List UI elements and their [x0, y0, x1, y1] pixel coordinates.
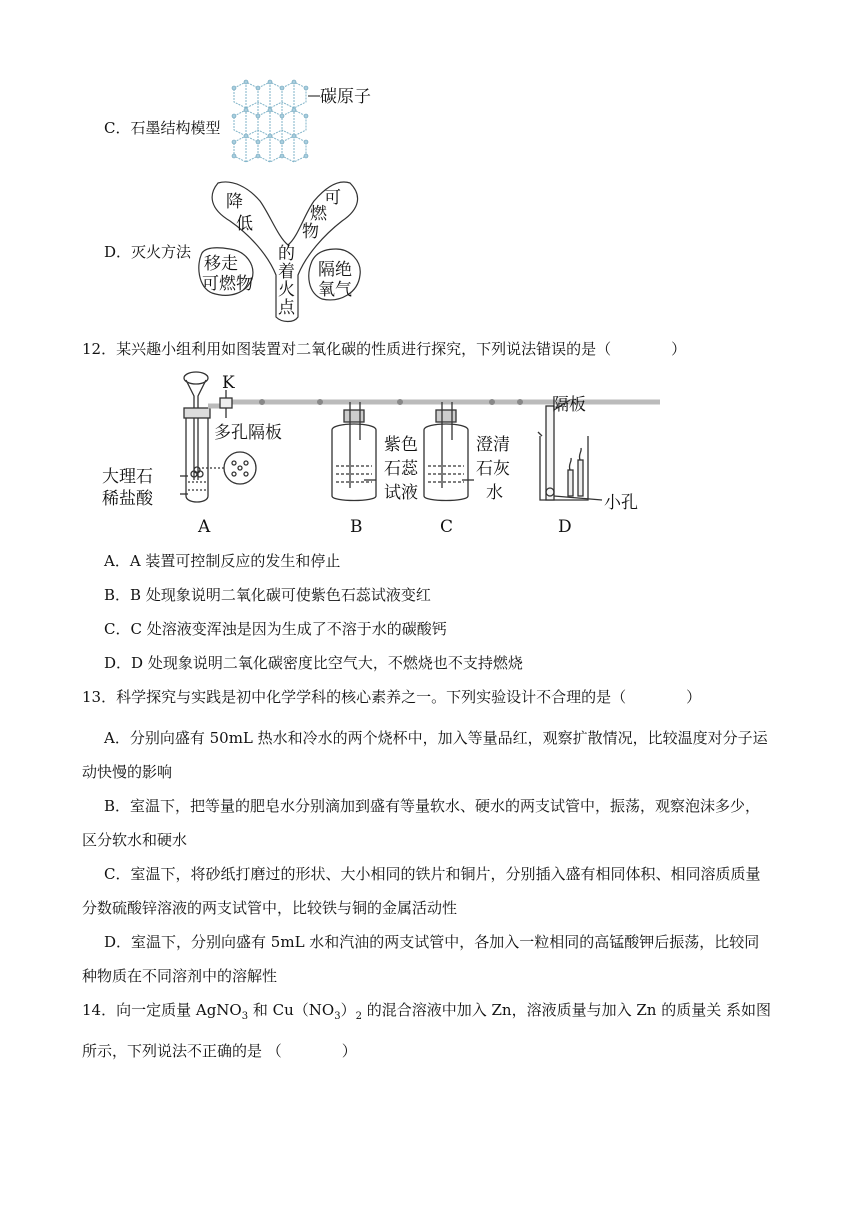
- d-text-gejue: 隔绝: [318, 260, 352, 280]
- q12-option-c: C．C 处溶液变浑浊是因为生成了不溶于水的碳酸钙: [104, 620, 447, 638]
- q12-option-d: D．D 处现象说明二氧化碳密度比空气大，不燃烧也不支持燃烧: [104, 654, 523, 672]
- caption-c: C: [440, 517, 454, 537]
- q13-option-c: C．室温下，将砂纸打磨过的形状、大小相同的铁片和铜片，分别插入盛有相同体积、相同溶质质量分数硫酸锌溶液的两支试管中，比较铁与铜的金属活动性: [82, 865, 761, 917]
- small-hole-label: 小孔: [604, 493, 638, 513]
- q12-option-b: B．B 处现象说明二氧化碳可使紫色石蕊试液变红: [104, 586, 431, 604]
- porous-plate-label: 多孔隔板: [214, 423, 282, 443]
- valve-k-label: K: [222, 373, 235, 393]
- q11-option-c-label: C．石墨结构模型: [104, 119, 221, 137]
- partition-label: 隔板: [552, 395, 586, 415]
- d-text-yangqi: 氧气: [318, 280, 352, 300]
- q13-option-a: A．分别向盛有 50mL 热水和冷水的两个烧杯中，加入等量品红，观察扩散情况，比较温度对分子运动快慢的影响: [82, 729, 768, 781]
- litmus-label-2: 石蕊: [384, 459, 418, 479]
- dilute-hcl-label: 稀盐酸: [102, 489, 153, 509]
- q13-stem: 13．科学探究与实践是初中化学学科的核心素养之一。下列实验设计不合理的是（ ）: [82, 688, 702, 706]
- d-text-keranwu: 可燃物: [202, 274, 253, 294]
- caption-d: D: [558, 517, 572, 537]
- q13-option-b: B．室温下，把等量的肥皂水分别滴加到盛有等量软水、硬水的两支试管中，振荡，观察泡沫多少，区分软水和硬水: [82, 797, 761, 849]
- fire-extinguishing-diagram: [190, 175, 380, 325]
- d-text-wu: 物: [302, 222, 319, 242]
- litmus-label-1: 紫色: [384, 435, 418, 455]
- d-text-yizou: 移走: [204, 254, 238, 274]
- q14-stem: 14．向一定质量 AgNO$_3$ 和 $Cu(NO_3)_2$ 的混合溶液中加入 Zn，溶液质量与加入 Zn 的质量关 系如图所示，下列说法不正确的是 （ ）: [82, 1001, 771, 1060]
- caption-b: B: [350, 517, 363, 537]
- limewater-label-2: 石灰: [476, 459, 510, 479]
- limewater-label-1: 澄清: [476, 435, 510, 455]
- d-text-huo: 火: [278, 280, 295, 300]
- d-text-di: 低: [236, 214, 253, 234]
- graphite-structure-figure: [226, 80, 386, 170]
- d-text-de: 的: [278, 244, 295, 264]
- limewater-label-3: 水: [486, 483, 503, 503]
- d-text-jiang: 降: [226, 192, 243, 212]
- litmus-label-3: 试液: [384, 483, 418, 503]
- d-text-ke: 可: [324, 188, 341, 208]
- d-text-ran: 燃: [310, 204, 327, 224]
- co2-apparatus-figure: [100, 370, 660, 540]
- carbon-atom-label: 碳原子: [320, 87, 371, 107]
- d-text-zhuo: 着: [278, 262, 295, 282]
- q12-stem: 12．某兴趣小组利用如图装置对二氧化碳的性质进行探究，下列说法错误的是（ ）: [82, 340, 687, 358]
- caption-a: A: [198, 517, 211, 537]
- marble-label: 大理石: [102, 467, 153, 487]
- d-text-dian: 点: [278, 298, 295, 318]
- q12-option-a: A．A 装置可控制反应的发生和停止: [104, 552, 341, 570]
- q11-option-d-label: D．灭火方法: [104, 243, 192, 261]
- q13-option-d: D．室温下，分别向盛有 5mL 水和汽油的两支试管中，各加入一粒相同的高锰酸钾后振荡，比较同种物质在不同溶剂中的溶解性: [82, 933, 760, 985]
